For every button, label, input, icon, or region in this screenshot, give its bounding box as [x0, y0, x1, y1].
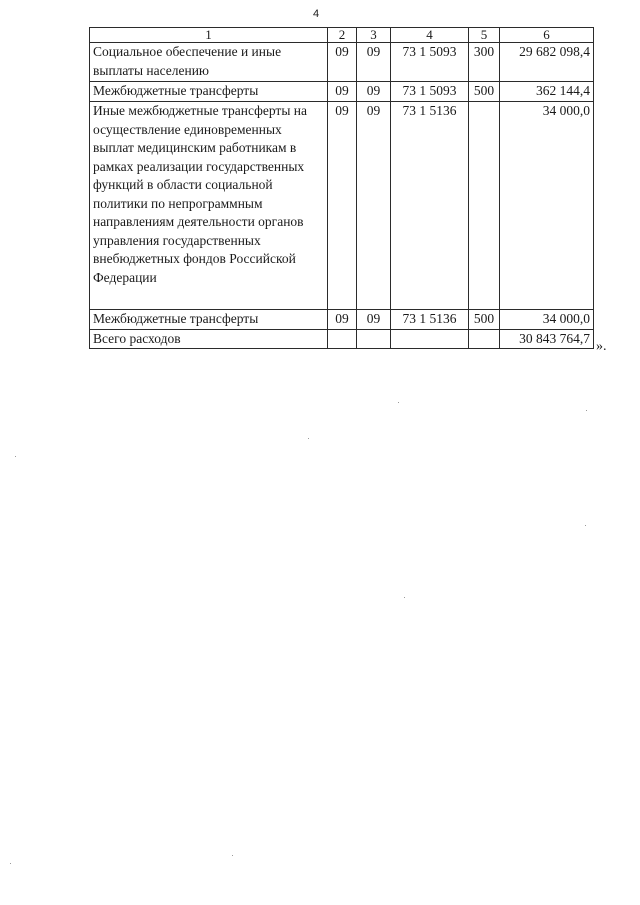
scan-speck [232, 855, 233, 856]
row-expense-type-code: 500 [469, 310, 500, 330]
column-header: 4 [391, 28, 469, 43]
scan-speck [398, 402, 399, 403]
row-section-code: 09 [328, 43, 357, 82]
row-name: Социальное обеспечение и иные выплаты населению [90, 43, 328, 82]
column-header: 6 [500, 28, 594, 43]
row-section-code: 09 [328, 102, 357, 310]
scan-speck [308, 438, 309, 439]
total-amount: 30 843 764,7 [500, 329, 594, 349]
row-name: Иные межбюджетные трансферты на осуществление единовременных выплат медицинским работникам в рамках реализации государственных функций в области социальной политики по непрограммным направлениям деятельности органов управления государственных внебюджетных фондов Российской Федерации [90, 102, 328, 310]
row-expense-type-code: 300 [469, 43, 500, 82]
row-subsection-code: 09 [357, 43, 391, 82]
table-row [90, 102, 594, 310]
scan-speck [404, 597, 405, 598]
row-name: Межбюджетные трансферты [90, 82, 328, 102]
table-row [90, 43, 594, 82]
row-target-article-code: 73 1 5093 [391, 82, 469, 102]
row-amount: 34 000,0 [500, 310, 594, 330]
column-header: 2 [328, 28, 357, 43]
empty-cell [328, 329, 357, 349]
empty-cell [357, 329, 391, 349]
row-subsection-code: 09 [357, 82, 391, 102]
row-amount: 34 000,0 [500, 102, 594, 310]
row-amount: 29 682 098,4 [500, 43, 594, 82]
row-target-article-code: 73 1 5093 [391, 43, 469, 82]
row-expense-type-code [469, 102, 500, 310]
total-row [90, 329, 594, 349]
closing-quote-mark: ». [596, 339, 607, 354]
budget-table [89, 27, 594, 349]
empty-cell [469, 329, 500, 349]
table-header-row [90, 28, 594, 43]
column-header: 5 [469, 28, 500, 43]
row-target-article-code: 73 1 5136 [391, 310, 469, 330]
row-subsection-code: 09 [357, 310, 391, 330]
row-section-code: 09 [328, 310, 357, 330]
column-header: 1 [90, 28, 328, 43]
row-name: Межбюджетные трансферты [90, 310, 328, 330]
row-amount: 362 144,4 [500, 82, 594, 102]
empty-cell [391, 329, 469, 349]
row-expense-type-code: 500 [469, 82, 500, 102]
table-row [90, 82, 594, 102]
scan-speck [585, 525, 586, 526]
total-label: Всего расходов [90, 329, 328, 349]
row-subsection-code: 09 [357, 102, 391, 310]
row-section-code: 09 [328, 82, 357, 102]
column-header: 3 [357, 28, 391, 43]
page-number: 4 [313, 8, 320, 20]
scan-speck [10, 863, 11, 864]
scan-speck [586, 410, 587, 411]
row-target-article-code: 73 1 5136 [391, 102, 469, 310]
scan-speck [15, 456, 16, 457]
table-row [90, 310, 594, 330]
